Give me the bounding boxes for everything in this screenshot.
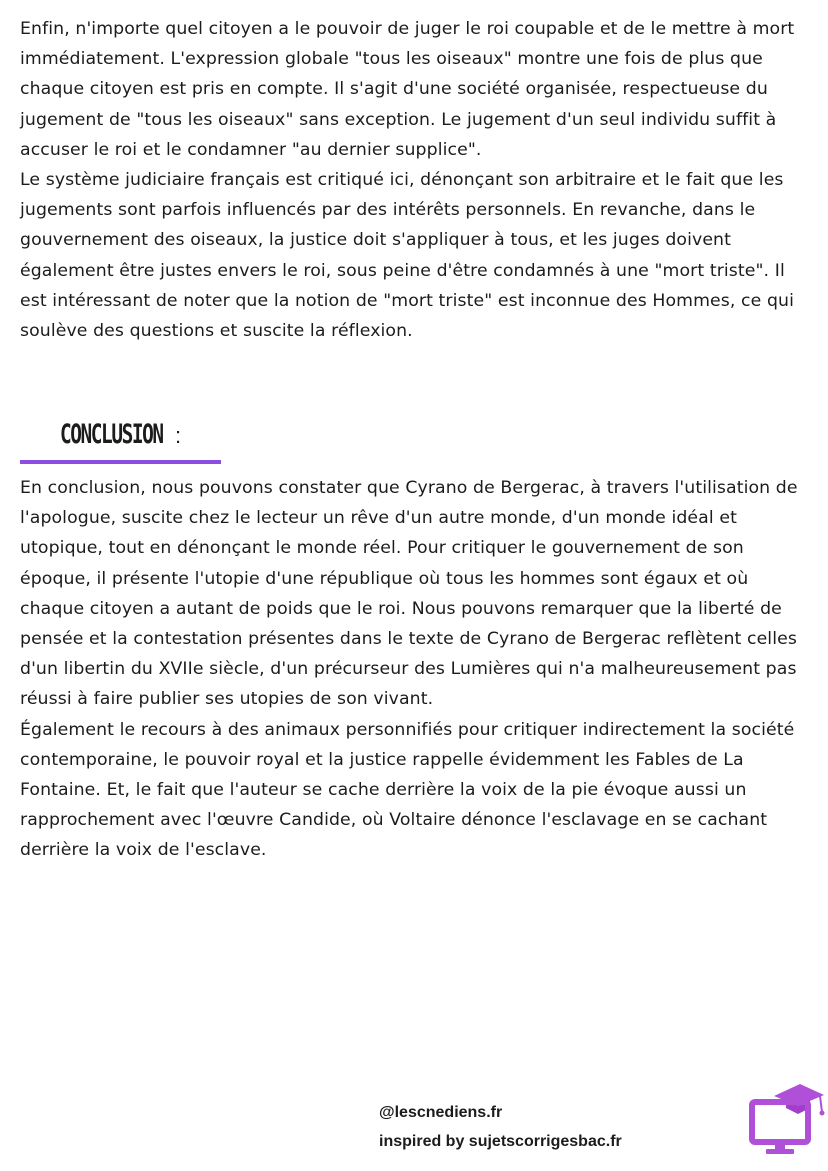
monitor-graduation-cap-icon (746, 1082, 826, 1157)
footer-handle: @lescnediens.fr (379, 1104, 503, 1121)
conclusion-heading: CONCLUSION (60, 419, 163, 450)
footer (379, 1098, 622, 1156)
conclusion-paragraph-1: En conclusion, nous pouvons constater que Cyrano de Bergerac, à travers l'utilisation de l'apologue, suscite chez le lecteur un rêve d'un autre monde, d'un monde idéal et utopique, tout en dénonçant le monde réel. Pour critiquer le gouvernement de son époque, il présente l'utopie d'une république où tous les hommes sont égaux et où chaque citoyen a autant de poids que le roi. Nous pouvons remarquer que la liberté de pensée et la contestation présentes dans le texte de Cyrano de Bergerac reflètent celles d'un libertin du XVIIe siècle, d'un précurseur des Lumières qui n'a malheureusement pas réussi à faire publier ses utopies de son vivant. (20, 478, 798, 710)
intro-text (20, 14, 810, 346)
conclusion-paragraph-2: Également le recours à des animaux personnifiés pour critiquer indirectement la société contemporaine, le pouvoir royal et la justice rappelle évidemment les Fables de La Fontaine. Et, le fait que l'auteur se cache derrière la voix de la pie évoque aussi un rapprochement avec l'œuvre Candide, où Voltaire dénonce l'esclavage en se cachant derrière la voix de l'esclave. (20, 719, 795, 861)
conclusion-text (20, 473, 810, 866)
conclusion-heading-colon: : (175, 423, 182, 448)
intro-paragraph-2: Le système judiciaire français est critiqué ici, dénonçant son arbitraire et le fait que les jugements sont parfois influencés par des intérêts personnels. En revanche, dans le gouvernement des oiseaux, la justice doit s'appliquer à tous, et les juges doivent également être justes envers le roi, sous peine d'être condamnés à une "mort triste". Il est intéressant de noter que la notion de "mort triste" est inconnue des Hommes, ce qui soulève des questions et suscite la réflexion. (20, 170, 795, 342)
intro-paragraph-1: Enfin, n'importe quel citoyen a le pouvoir de juger le roi coupable et de le mettre à mort immédiatement. L'expression globale "tous les oiseaux" montre une fois de plus que chaque citoyen est pris en compte. Il s'agit d'une société organisée, respectueuse du jugement de "tous les oiseaux" sans exception. Le jugement d'un seul individu suffit à accuser le roi et le condamner "au dernier supplice". (20, 19, 795, 160)
heading-underline (20, 460, 221, 464)
footer-credit: inspired by sujetscorrigesbac.fr (379, 1133, 622, 1150)
